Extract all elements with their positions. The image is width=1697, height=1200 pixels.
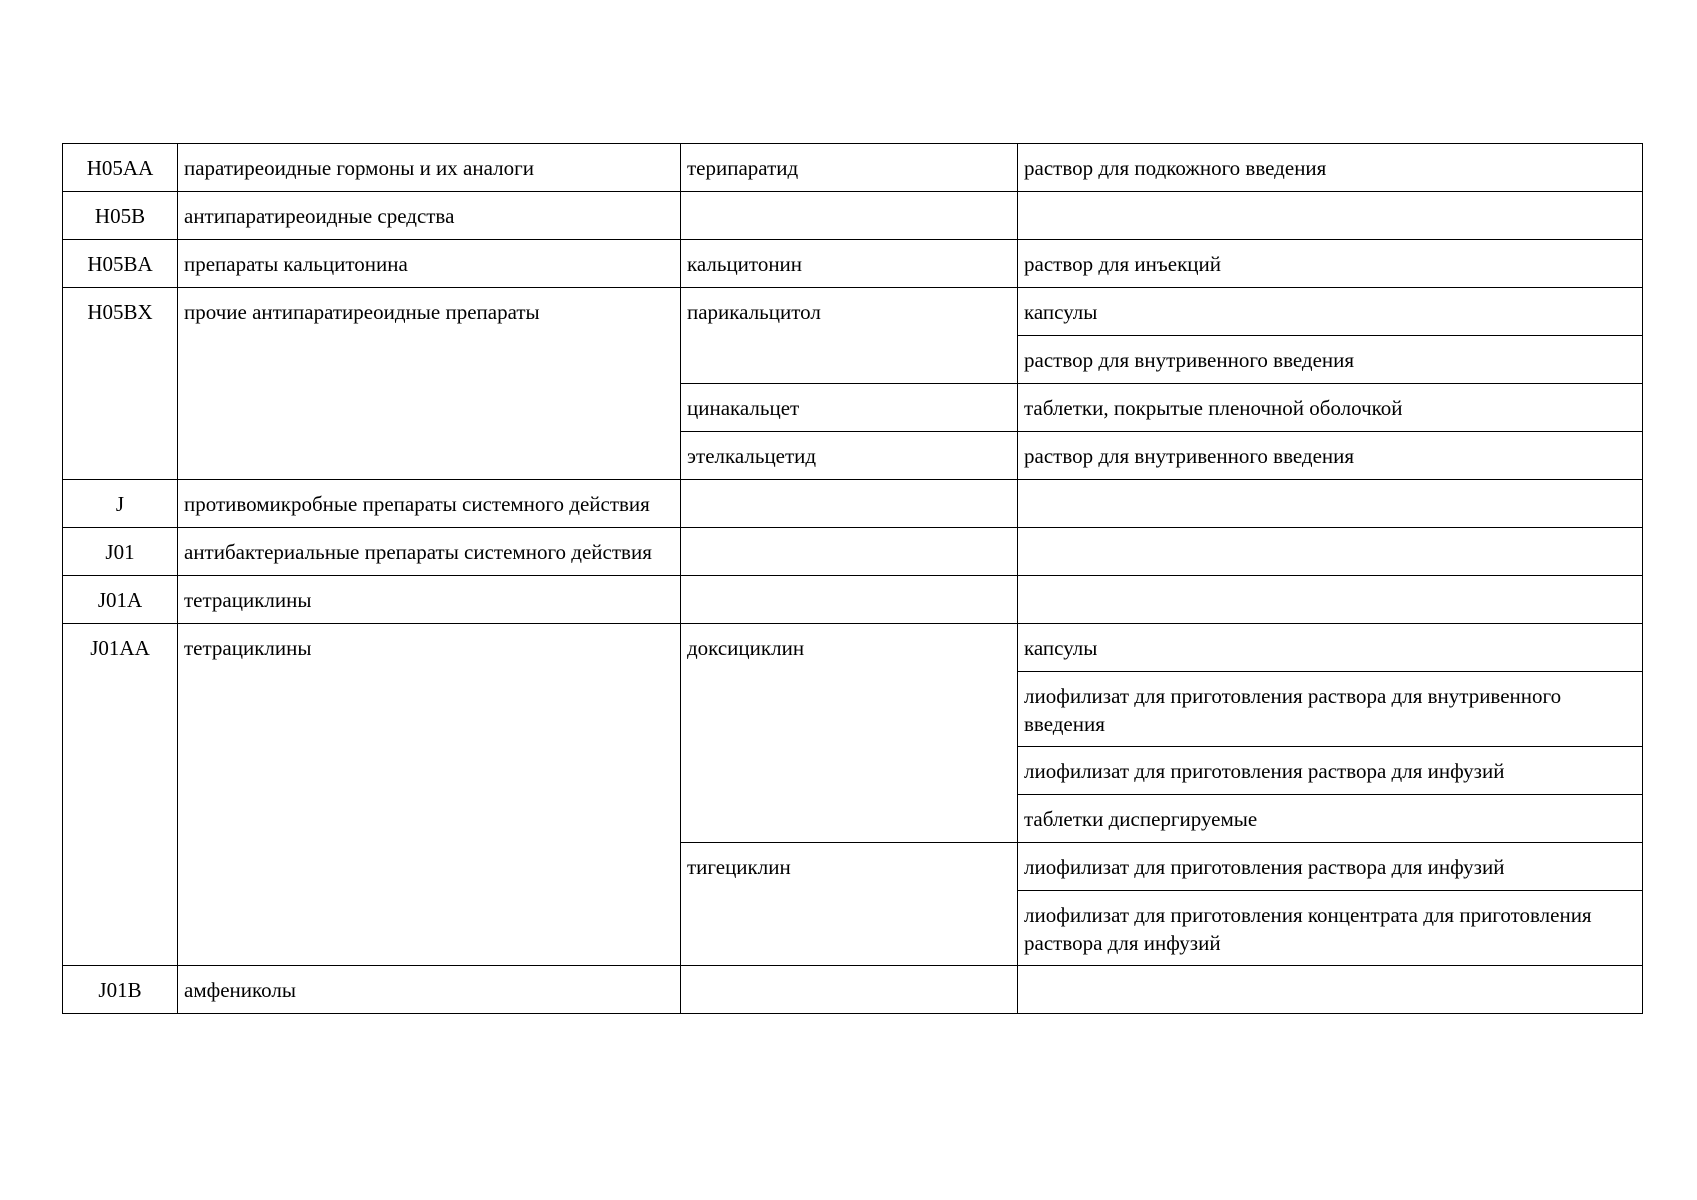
atc-group-name: прочие антипаратиреоидные препараты bbox=[178, 288, 681, 480]
drug-name-empty bbox=[681, 576, 1018, 624]
atc-group-name: тетрациклины bbox=[178, 624, 681, 966]
dosage-form: раствор для инъекций bbox=[1018, 240, 1643, 288]
drug-name-empty bbox=[681, 528, 1018, 576]
atc-group-name: препараты кальцитонина bbox=[178, 240, 681, 288]
table-row bbox=[63, 288, 1643, 336]
table-row bbox=[63, 576, 1643, 624]
dosage-form-empty bbox=[1018, 576, 1643, 624]
drug-name: доксициклин bbox=[681, 624, 1018, 843]
drug-name: цинакальцет bbox=[681, 384, 1018, 432]
table-row bbox=[63, 624, 1643, 672]
atc-group-name: паратиреоидные гормоны и их аналоги bbox=[178, 144, 681, 192]
atc-group-name: амфениколы bbox=[178, 966, 681, 1014]
atc-code: J01AA bbox=[63, 624, 178, 966]
dosage-form-empty bbox=[1018, 528, 1643, 576]
table-row bbox=[63, 528, 1643, 576]
atc-group-name: антибактериальные препараты системного действия bbox=[178, 528, 681, 576]
atc-group-name: тетрациклины bbox=[178, 576, 681, 624]
dosage-form: лиофилизат для приготовления раствора для внутривенного введения bbox=[1018, 672, 1643, 747]
dosage-form: раствор для внутривенного введения bbox=[1018, 432, 1643, 480]
atc-code: J01 bbox=[63, 528, 178, 576]
drug-name: парикальцитол bbox=[681, 288, 1018, 384]
table-row bbox=[63, 966, 1643, 1014]
atc-code: J01B bbox=[63, 966, 178, 1014]
atc-code: H05BA bbox=[63, 240, 178, 288]
table-row bbox=[63, 480, 1643, 528]
drug-name: этелкальцетид bbox=[681, 432, 1018, 480]
atc-code: H05B bbox=[63, 192, 178, 240]
drug-name-empty bbox=[681, 480, 1018, 528]
table-row bbox=[63, 240, 1643, 288]
atc-code: H05BX bbox=[63, 288, 178, 480]
drug-name: терипаратид bbox=[681, 144, 1018, 192]
dosage-form: капсулы bbox=[1018, 624, 1643, 672]
dosage-form-empty bbox=[1018, 966, 1643, 1014]
atc-code: J bbox=[63, 480, 178, 528]
dosage-form: лиофилизат для приготовления концентрата для приготовления раствора для инфузий bbox=[1018, 891, 1643, 966]
dosage-form: лиофилизат для приготовления раствора для инфузий bbox=[1018, 843, 1643, 891]
dosage-form-empty bbox=[1018, 480, 1643, 528]
drug-name: кальцитонин bbox=[681, 240, 1018, 288]
dosage-form: раствор для подкожного введения bbox=[1018, 144, 1643, 192]
dosage-form: раствор для внутривенного введения bbox=[1018, 336, 1643, 384]
table-row bbox=[63, 192, 1643, 240]
atc-code: H05AA bbox=[63, 144, 178, 192]
dosage-form: лиофилизат для приготовления раствора для инфузий bbox=[1018, 747, 1643, 795]
dosage-form: таблетки диспергируемые bbox=[1018, 795, 1643, 843]
drug-name-empty bbox=[681, 966, 1018, 1014]
dosage-form-empty bbox=[1018, 192, 1643, 240]
dosage-form: капсулы bbox=[1018, 288, 1643, 336]
atc-group-name: антипаратиреоидные средства bbox=[178, 192, 681, 240]
atc-group-name: противомикробные препараты системного действия bbox=[178, 480, 681, 528]
dosage-form: таблетки, покрытые пленочной оболочкой bbox=[1018, 384, 1643, 432]
atc-code: J01A bbox=[63, 576, 178, 624]
drug-classification-table bbox=[62, 143, 1643, 1014]
drug-name: тигециклин bbox=[681, 843, 1018, 966]
drug-name-empty bbox=[681, 192, 1018, 240]
table-row bbox=[63, 144, 1643, 192]
